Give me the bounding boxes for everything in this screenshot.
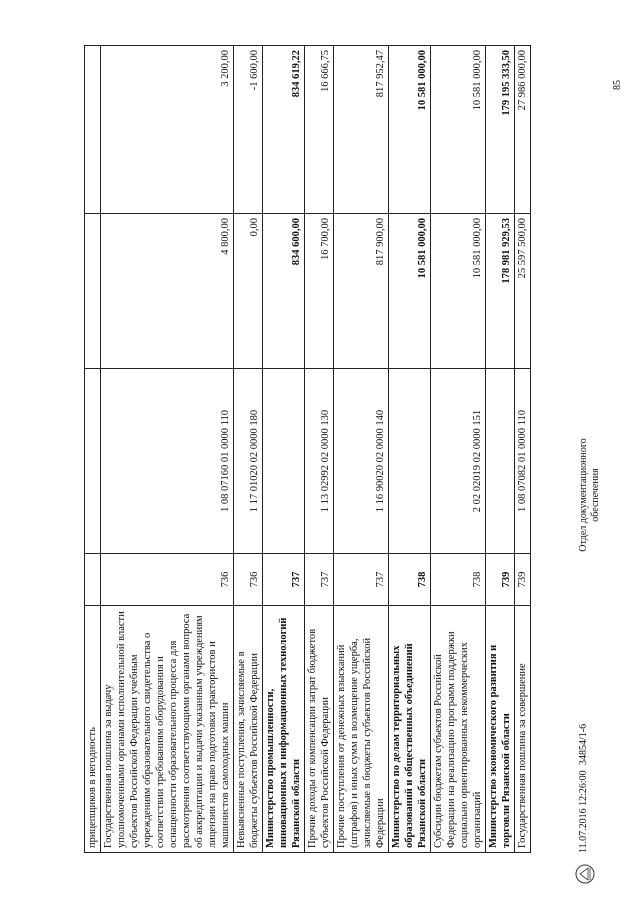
row-name: Министерство экономического развития и торговли Рязанской области — [486, 606, 515, 853]
row-plan-value: 16 700,00 — [305, 214, 334, 369]
page-number: 85 — [612, 80, 623, 90]
footer-date: 11.07.2016 12:26:00 — [578, 770, 589, 853]
row-admin-code: 739 — [486, 554, 515, 606]
table-row — [263, 46, 305, 853]
row-admin-code: 738 — [389, 554, 431, 606]
row-kbk-code — [263, 369, 305, 554]
row-admin-code — [85, 554, 101, 606]
row-name: Прочие доходы от компенсации затрат бюджетов субъектов Российской Федерации — [305, 606, 334, 853]
row-fact-value: 179 195 333,50 — [486, 46, 515, 214]
row-name: Государственная пошлина за выдачу уполномоченными органами исполнительной власти субъектов Российской Федерации учебным учреждениям образовательного свидетельства о соответствии требованиям оборудования и оснащенности образовательного процесса для рассмотрения соответствующими органами вопроса об аккредитации и выдачи указанным учреждениям лицензии на право подготовки трактористов и машинистов самоходных машин — [101, 606, 234, 853]
row-fact-value: 3 200,00 — [101, 46, 234, 214]
row-fact-value: 834 619,22 — [263, 46, 305, 214]
row-kbk-code: 1 17 01020 02 0000 180 — [234, 369, 263, 554]
table-row — [234, 46, 263, 853]
row-kbk-code: 1 13 02992 02 0000 130 — [305, 369, 334, 554]
row-fact-value: 16 666,75 — [305, 46, 334, 214]
row-kbk-code: 2 02 02019 02 0000 151 — [431, 369, 486, 554]
table-row — [515, 46, 531, 853]
row-admin-code: 737 — [263, 554, 305, 606]
seal-icon — [574, 863, 596, 885]
table-row — [389, 46, 431, 853]
row-plan-value: 4 800,00 — [101, 214, 234, 369]
row-fact-value: 10 581 000,00 — [431, 46, 486, 214]
row-admin-code: 739 — [515, 554, 531, 606]
row-name: Министерство промышленности, инновационных и информационных технологий Рязанской области — [263, 606, 305, 853]
row-name: Субсидии бюджетам субъектов Российской Федерации на реализацию программ поддержки социально ориентированных некоммерческих организаций — [431, 606, 486, 853]
table-row — [85, 46, 101, 853]
row-kbk-code: 1 08 07160 01 0000 110 — [101, 369, 234, 554]
row-plan-value: 834 600,00 — [263, 214, 305, 369]
stamp-line-2: обеспечения — [590, 468, 601, 522]
row-admin-code: 737 — [305, 554, 334, 606]
row-plan-value — [85, 214, 101, 369]
table-row — [486, 46, 515, 853]
row-fact-value: 10 581 000,00 — [389, 46, 431, 214]
row-name: Государственная пошлина за совершение — [515, 606, 531, 853]
row-admin-code: 736 — [234, 554, 263, 606]
row-admin-code: 738 — [431, 554, 486, 606]
row-plan-value: 0,00 — [234, 214, 263, 369]
row-plan-value: 10 581 000,00 — [389, 214, 431, 369]
row-fact-value: 27 986 000,00 — [515, 46, 531, 214]
row-kbk-code — [486, 369, 515, 554]
row-name: Прочие поступления от денежных взысканий (штрафов) и иных сумм в возмещение ущерба, зачисляемые в бюджеты субъектов Российской Федерации — [334, 606, 389, 853]
footer-stamp — [578, 415, 602, 575]
row-name: прицепщиков в негодность — [85, 606, 101, 853]
row-admin-code: 736 — [101, 554, 234, 606]
row-kbk-code: 1 16 90020 02 0000 140 — [334, 369, 389, 554]
row-plan-value: 817 900,00 — [334, 214, 389, 369]
row-kbk-code: 1 08 07082 01 0000 110 — [515, 369, 531, 554]
row-name: Министерство по делам территориальных образований и общественных объединений Рязанской области — [389, 606, 431, 853]
row-plan-value: 25 597 500,00 — [515, 214, 531, 369]
table-row — [305, 46, 334, 853]
table-row — [431, 46, 486, 853]
row-kbk-code — [85, 369, 101, 554]
table-row — [334, 46, 389, 853]
row-name: Невыясненные поступления, зачисляемые в бюджеты субъектов Российской Федерации — [234, 606, 263, 853]
table-row — [101, 46, 234, 853]
row-fact-value: 817 952,47 — [334, 46, 389, 214]
row-plan-value: 178 981 929,53 — [486, 214, 515, 369]
row-admin-code: 737 — [334, 554, 389, 606]
stamp-line-1: Отдел документационного — [578, 438, 589, 552]
row-kbk-code — [389, 369, 431, 554]
revenue-table — [84, 45, 531, 853]
row-fact-value: -1 600,00 — [234, 46, 263, 214]
row-fact-value — [85, 46, 101, 214]
row-plan-value: 10 581 000,00 — [431, 214, 486, 369]
footer-code: 34854/1-6 — [578, 723, 589, 765]
